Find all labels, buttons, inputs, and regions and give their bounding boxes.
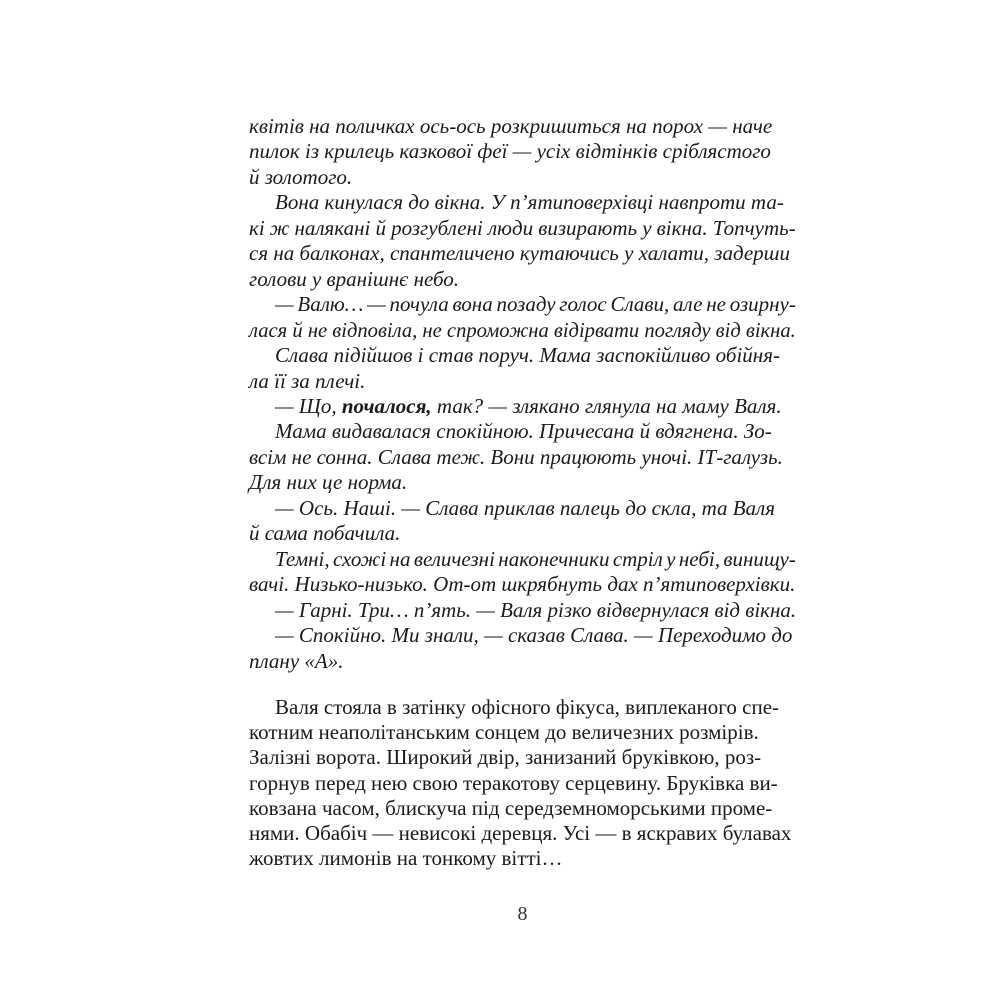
- text-line: [249, 598, 795, 623]
- text-segment: квітів на поличках ось-ось розкришиться на порох — наче: [249, 114, 773, 138]
- text-segment: лася й не відповіла, не спроможна відірвати погляду від вікна.: [249, 317, 796, 342]
- text-line: [249, 419, 796, 444]
- text-segment: — Валю… — почула вона позаду голос Слави, але не озирну-: [275, 292, 796, 317]
- text-segment: ла її за плечі.: [249, 368, 366, 393]
- text-line: [249, 445, 796, 470]
- paragraph: [249, 190, 796, 292]
- text-line: [249, 394, 796, 419]
- text-line: [249, 846, 796, 871]
- paragraph: [249, 695, 796, 871]
- text-line: [249, 695, 796, 720]
- text-segment: й сама побачила.: [249, 521, 401, 546]
- text-line: [249, 796, 796, 821]
- text-segment: — Гарні. Три… п’ять. — Валя різко відвернулася від вікна.: [274, 597, 797, 622]
- text-line: [249, 114, 796, 139]
- text-segment: пилок із крилець казкової феї — усіх відтінків сріблястого: [249, 139, 771, 164]
- paragraph: [249, 623, 796, 674]
- text-segment: Слава підійшов і став поруч. Мама заспокійливо обійня-: [275, 343, 780, 368]
- text-line: [249, 216, 796, 241]
- text-line: [249, 771, 796, 796]
- text-segment: жовтих лимонів на тонкому вітті…: [249, 846, 563, 871]
- text-line: [249, 745, 796, 770]
- text-line: [249, 343, 796, 368]
- text-line: [249, 369, 796, 394]
- text-line: [249, 292, 796, 317]
- paragraph: [249, 292, 796, 343]
- paragraph: [249, 394, 796, 419]
- text-line: [249, 623, 796, 648]
- text-segment: горнув перед нею свою теракотову серцевину. Бруківка ви-: [249, 770, 778, 795]
- text-segment: так? — злякано глянула на маму Валя.: [431, 393, 782, 418]
- text-segment: й золотого.: [249, 164, 353, 189]
- text-segment: кі ж налякані й розгублені люди визирають у вікна. Топчуть-: [249, 215, 796, 240]
- text-line: [249, 267, 796, 292]
- text-segment: вачі. Низько-низько. От-от шкрябнуть дах п’ятиповерхівки.: [249, 572, 796, 597]
- text-segment: — Що,: [275, 393, 342, 418]
- text-line: [249, 720, 796, 745]
- paragraph: [249, 598, 796, 623]
- text-segment: котним неаполітанським сонцем до величезних розмірів.: [249, 720, 759, 745]
- text-segment: Для них це норма.: [249, 470, 408, 495]
- text-line: [249, 649, 796, 674]
- text-line: [249, 165, 796, 190]
- text-segment: ся на балконах, спантеличено кутаючись у халати, задерши: [249, 241, 791, 266]
- text-segment: ковзана часом, блискуча під середземноморськими проме-: [249, 795, 773, 820]
- page-number: 8: [517, 903, 528, 925]
- paragraph: [249, 547, 796, 598]
- text-line: [249, 317, 796, 343]
- main-text-section: [249, 695, 796, 871]
- text-segment: нями. Обабіч — невисокі деревця. Усі — в яскравих булавах: [249, 820, 792, 845]
- prologue-italic-section: [249, 114, 796, 674]
- text-line: [249, 470, 796, 495]
- text-line: [249, 190, 796, 215]
- text-line: [249, 496, 796, 521]
- text-segment: Темні, схожі на величезні наконечники стріл у небі, винищу-: [275, 546, 796, 571]
- text-line: [249, 521, 796, 546]
- paragraph: [249, 419, 796, 495]
- text-line: [249, 821, 796, 846]
- text-segment: Залізні ворота. Широкий двір, занизаний бруківкою, роз-: [249, 745, 762, 770]
- text-segment: — Спокійно. Ми знали, — сказав Слава. — Переходимо до: [275, 623, 793, 648]
- text-segment: Мама видавалася спокійною. Причесана й вдягнена. Зо-: [275, 419, 772, 444]
- text-segment: Вона кинулася до вікна. У п’ятиповерхівці навпроти та-: [275, 190, 784, 215]
- page-text: [249, 114, 796, 871]
- text-segment: — Ось. Наші. — Слава приклав палець до скла, та Валя: [275, 495, 775, 520]
- text-segment: голови у вранішнє небо.: [249, 266, 460, 291]
- text-line: [249, 572, 796, 597]
- text-segment: всім не сонна. Слава теж. Вони працюють уночі. ІТ-галузь.: [249, 444, 783, 469]
- paragraph: [249, 496, 796, 547]
- paragraph: [249, 114, 796, 190]
- text-segment: плану «А».: [249, 648, 344, 673]
- text-line: [249, 241, 796, 266]
- text-line: [249, 547, 796, 572]
- bold-text: почалося,: [341, 393, 432, 418]
- text-segment: Валя стояла в затінку офісного фікуса, виплеканого спе-: [275, 694, 780, 719]
- paragraph: [249, 343, 796, 394]
- text-line: [249, 139, 796, 164]
